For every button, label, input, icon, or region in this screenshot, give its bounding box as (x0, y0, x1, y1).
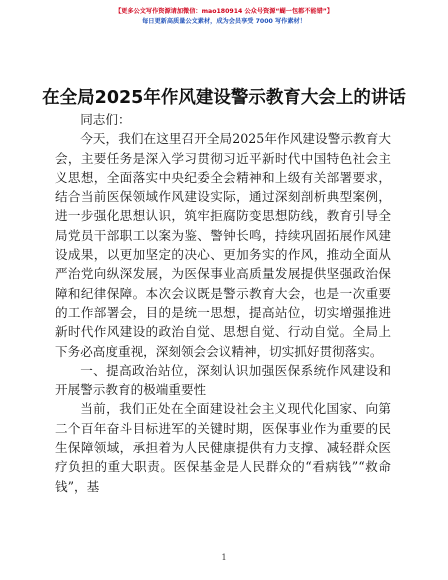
paragraph-intro: 今天，我们在这里召开全局2025年作风建设警示教育大会，主要任务是深入学习贯彻习近平新时代中国特色社会主义思想，全面落实中央纪委全会精神和上级有关部署要求，结合当前医保领域作风建设实际，通过深刻剖析典型案例，进一步强化思想认识，筑牢拒腐防变思想防线，教育引导全局党员干部职工以案为鉴、警钟长鸣，持续巩固拓展作风建设成果，以更加坚定的决心、更加务实的作风，推动全面从严治党向纵深发展，为医保事业高质量发展提供坚强政治保障和纪律保障。本次会议既是警示教育大会，也是一次重要的工作部署会，目的是统一思想，提高站位，切实增强推进新时代作风建设的政治自觉、思想自觉、行动自觉。全局上下务必高度重视，深刻领会会议精神，切实抓好贯彻落实。 (55, 131, 391, 359)
promo-banner (0, 7, 448, 27)
document-title: 在全局2025年作风建设警示教育大会上的讲话 (42, 88, 406, 108)
page-number: 1 (221, 553, 227, 562)
section-heading-1: 一、提高政治站位，深刻认识加强医保系统作风建设和开展警示教育的极端重要性 (55, 362, 391, 398)
promo-banner-line-1: 【更多公文写作资源请加微信：mao180914 公众号资源“蝴一包都不能错”】 (114, 8, 334, 15)
paragraph-section-1: 当前，我们正处在全面建设社会主义现代化国家、向第二个百年奋斗目标进军的关键时期，医保事业作为重要的民生保障领域，承担着为人民健康提供有力支撑、减轻群众医疗负担的重大职责。医保基金是人民群众的“看病钱”“救命钱”，基 (55, 401, 391, 494)
salutation: 同志们： (80, 112, 131, 127)
promo-banner-line-2: 每日更新高质量公文素材，成为会员享受 7000 写作素材！ (142, 18, 306, 25)
document-body (55, 110, 391, 496)
